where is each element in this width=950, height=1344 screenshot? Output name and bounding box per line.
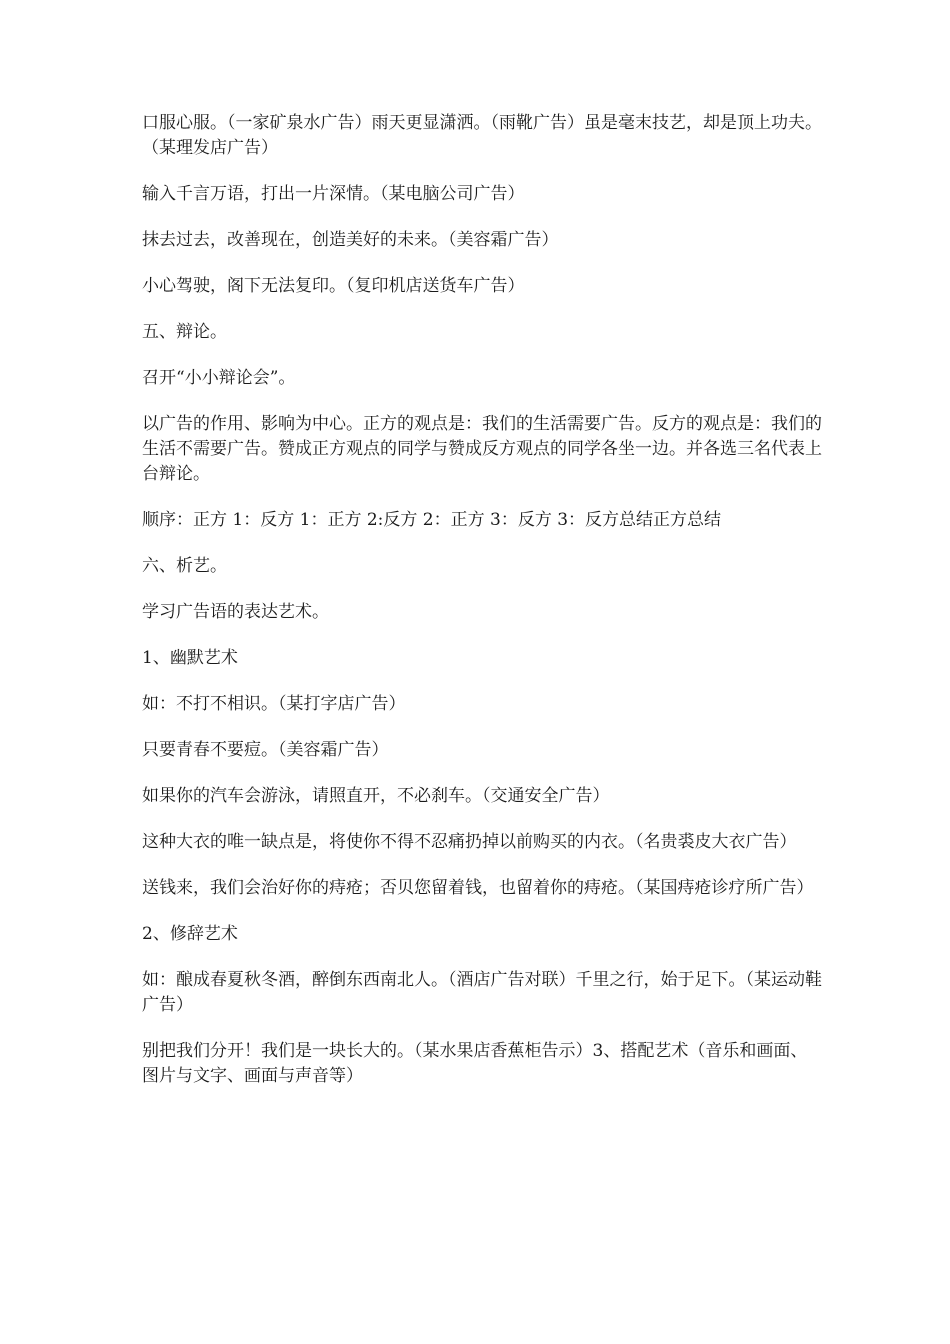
section-heading-debate: 五、辩论。 [142, 322, 227, 342]
paragraph-rhetoric-example-2: 别把我们分开！我们是一块长大的。（某水果店香蕉柜告示）3、搭配艺术（音乐和画面、图片与文字、画面与声音等） [142, 1041, 808, 1086]
paragraph-rhetoric-example-1: 如：酿成春夏秋冬酒，醉倒东西南北人。（酒店广告对联）千里之行，始于足下。（某运动鞋广告） [142, 970, 822, 1015]
section-heading-analysis: 六、析艺。 [142, 556, 227, 576]
paragraph-humor-example-3: 如果你的汽车会游泳，请照直开，不必刹车。（交通安全广告） [142, 786, 610, 806]
paragraph-ad-cream: 抹去过去，改善现在，创造美好的未来。（美容霜广告） [142, 230, 559, 250]
paragraph-humor-example-1: 如：不打不相识。（某打字店广告） [142, 694, 406, 714]
paragraph-ad-slogans-1: 口服心服。（一家矿泉水广告）雨天更显潇洒。（雨靴广告）虽是毫末技艺，却是顶上功夫。（某理发店广告） [142, 113, 822, 158]
paragraph-debate-intro: 召开“小小辩论会”。 [142, 368, 296, 388]
paragraph-debate-order: 顺序：正方 1：反方 1：正方 2:反方 2：正方 3：反方 3：反方总结正方总结 [142, 510, 722, 530]
subheading-rhetoric: 2、修辞艺术 [142, 924, 238, 944]
paragraph-humor-example-5: 送钱来，我们会治好你的痔疮；否贝您留着钱，也留着你的痔疮。（某国痔疮诊疗所广告） [142, 878, 814, 898]
paragraph-debate-topic: 以广告的作用、影响为中心。正方的观点是：我们的生活需要广告。反方的观点是：我们的生活不需要广告。赞成正方观点的同学与赞成反方观点的同学各坐一边。并各选三名代表上台辩论。 [142, 414, 822, 484]
paragraph-ad-computer: 输入千言万语，打出一片深情。（某电脑公司广告） [142, 184, 525, 204]
paragraph-analysis-intro: 学习广告语的表达艺术。 [142, 602, 329, 622]
document-page [142, 111, 822, 1110]
paragraph-humor-example-4: 这种大衣的唯一缺点是，将使你不得不忍痛扔掉以前购买的内衣。（名贵裘皮大衣广告） [142, 832, 797, 852]
paragraph-ad-copier: 小心驾驶，阁下无法复印。（复印机店送货车广告） [142, 276, 525, 296]
paragraph-humor-example-2: 只要青春不要痘。（美容霜广告） [142, 740, 389, 760]
subheading-humor: 1、幽默艺术 [142, 648, 238, 668]
